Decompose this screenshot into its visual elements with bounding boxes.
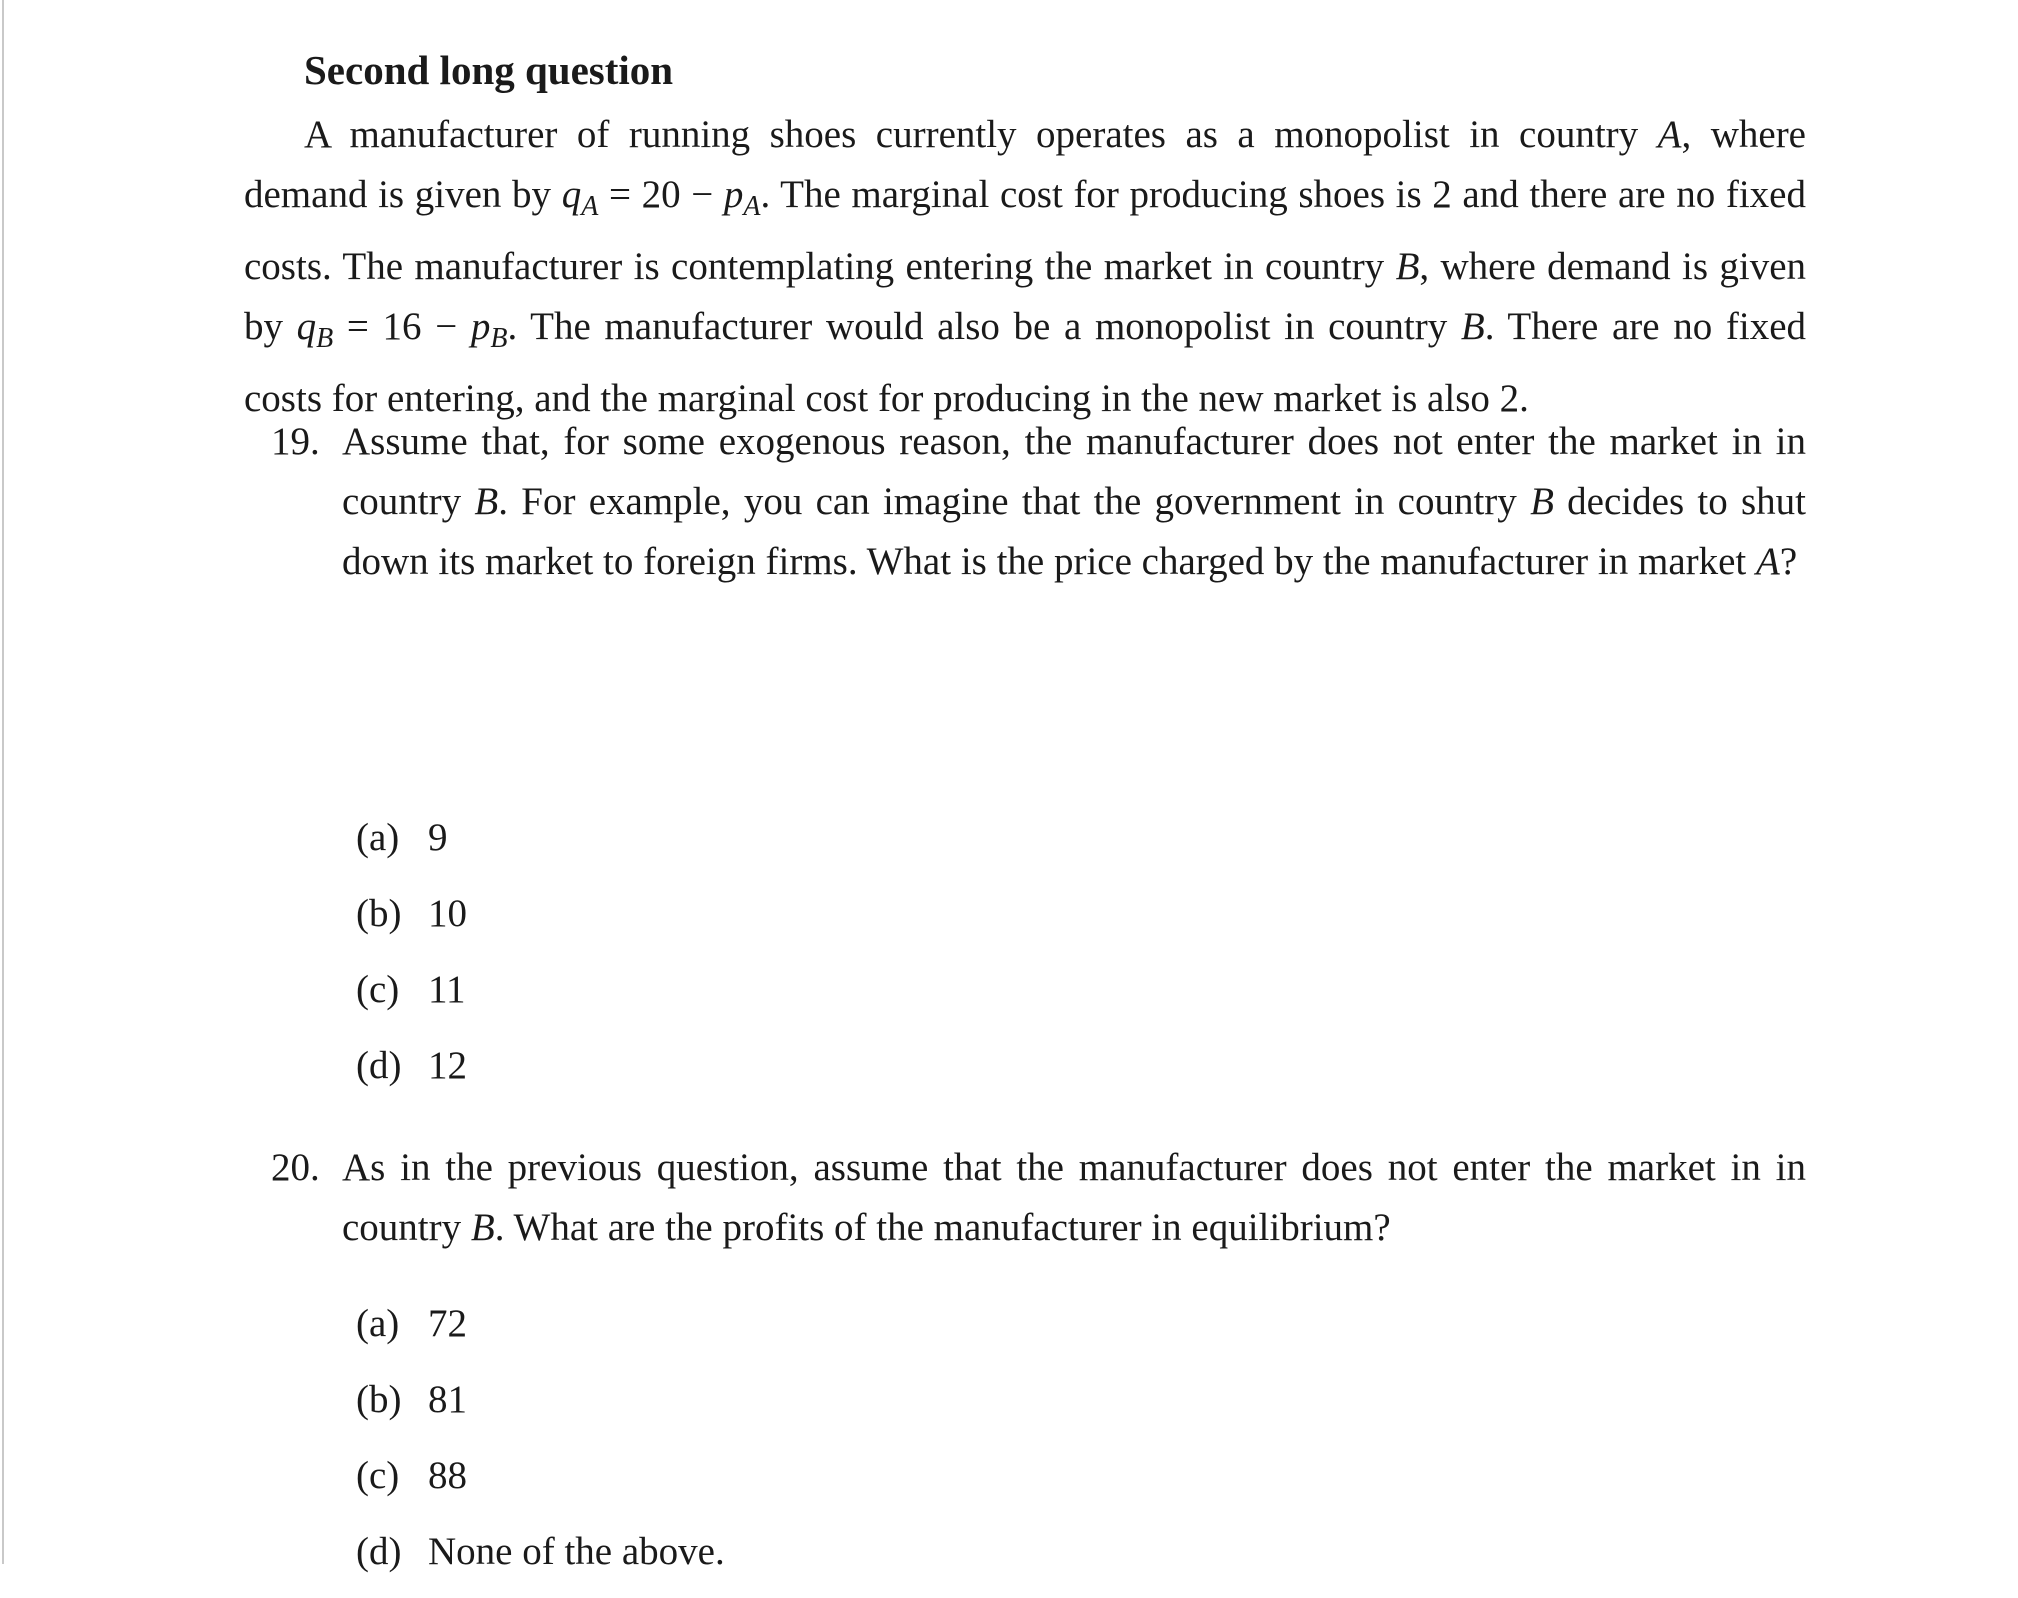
intro-text: . The marginal cost for producing shoes is 2 and there are no fixed costs. The manufacturer is contemplating entering the market in country bbox=[244, 173, 1806, 288]
option-value: None of the above. bbox=[428, 1530, 725, 1573]
option-value: 81 bbox=[428, 1378, 467, 1421]
math-country-b: B bbox=[474, 480, 499, 523]
option-label: (a) bbox=[356, 1302, 400, 1345]
option-a[interactable] bbox=[356, 808, 467, 884]
math-country-a: A bbox=[1756, 540, 1780, 583]
option-label: (c) bbox=[356, 968, 400, 1011]
option-d[interactable] bbox=[356, 1522, 725, 1598]
option-label: (c) bbox=[356, 1454, 400, 1497]
question-text-part: . For example, you can imagine that the government in country bbox=[498, 480, 1531, 523]
option-a[interactable] bbox=[356, 1294, 725, 1370]
math-p-var: p bbox=[723, 173, 744, 216]
option-label: (a) bbox=[356, 816, 400, 859]
option-c[interactable] bbox=[356, 960, 467, 1036]
option-label: (b) bbox=[356, 892, 402, 935]
question-text-part: As in the previous question, assume that the manufacturer does not enter the market in in country bbox=[342, 1146, 1806, 1249]
question-text-part: . What are the profits of the manufacturer in equilibrium? bbox=[494, 1206, 1391, 1249]
question-20 bbox=[244, 1138, 1806, 1258]
option-label: (b) bbox=[356, 1378, 402, 1421]
math-subscript: B bbox=[316, 323, 334, 354]
math-country-b: B bbox=[470, 1206, 495, 1249]
math-subscript: A bbox=[581, 191, 599, 222]
intro-text: , where demand is given by bbox=[244, 245, 1807, 348]
option-value: 11 bbox=[428, 968, 466, 1011]
option-c[interactable] bbox=[356, 1446, 725, 1522]
math-country-b: B bbox=[1460, 305, 1485, 348]
question-text bbox=[342, 1138, 1806, 1258]
math-country-a: A bbox=[1657, 113, 1682, 156]
option-value: 9 bbox=[428, 816, 448, 859]
math-q-var: q bbox=[561, 173, 582, 216]
option-label: (d) bbox=[356, 1530, 402, 1573]
math-equation: = 20 − bbox=[598, 173, 724, 216]
option-label: (d) bbox=[356, 1044, 402, 1087]
page-left-border bbox=[2, 0, 4, 1564]
intro-text: , where demand is given by bbox=[244, 113, 1806, 216]
math-equation: = 16 − bbox=[333, 305, 471, 348]
option-d[interactable] bbox=[356, 1036, 467, 1112]
option-value: 10 bbox=[428, 892, 467, 935]
option-b[interactable] bbox=[356, 1370, 725, 1446]
question-number: 19. bbox=[271, 420, 320, 463]
question-text bbox=[342, 412, 1806, 592]
section-heading: Second long question bbox=[304, 47, 674, 93]
intro-text: . There are no fixed costs for entering, and the marginal cost for producing in the new market is also 2. bbox=[244, 305, 1807, 420]
option-value: 72 bbox=[428, 1302, 467, 1345]
option-value: 12 bbox=[428, 1044, 467, 1087]
math-country-b: B bbox=[1530, 480, 1554, 523]
math-subscript: B bbox=[490, 323, 508, 354]
math-country-b: B bbox=[1395, 245, 1420, 288]
math-q-var: q bbox=[296, 305, 317, 348]
math-p-var: p bbox=[470, 305, 491, 348]
intro-paragraph bbox=[244, 105, 1806, 429]
question-text-part: Assume that, for some exogenous reason, the manufacturer does not enter the market in in country bbox=[342, 420, 1806, 523]
question-number: 20. bbox=[271, 1146, 320, 1189]
intro-text: . The manufacturer would also be a monopolist in country bbox=[507, 305, 1461, 348]
question-19-options bbox=[356, 808, 467, 1112]
option-value: 88 bbox=[428, 1454, 467, 1497]
intro-text: A manufacturer of running shoes currently operates as a monopolist in country bbox=[304, 113, 1658, 156]
question-text-part: ? bbox=[1779, 540, 1798, 583]
math-subscript: A bbox=[743, 191, 761, 222]
question-text-part: decides to shut down its market to foreign firms. What is the price charged by the manufacturer in market bbox=[342, 480, 1806, 583]
option-b[interactable] bbox=[356, 884, 467, 960]
question-19 bbox=[244, 412, 1806, 592]
question-20-options bbox=[356, 1294, 725, 1598]
